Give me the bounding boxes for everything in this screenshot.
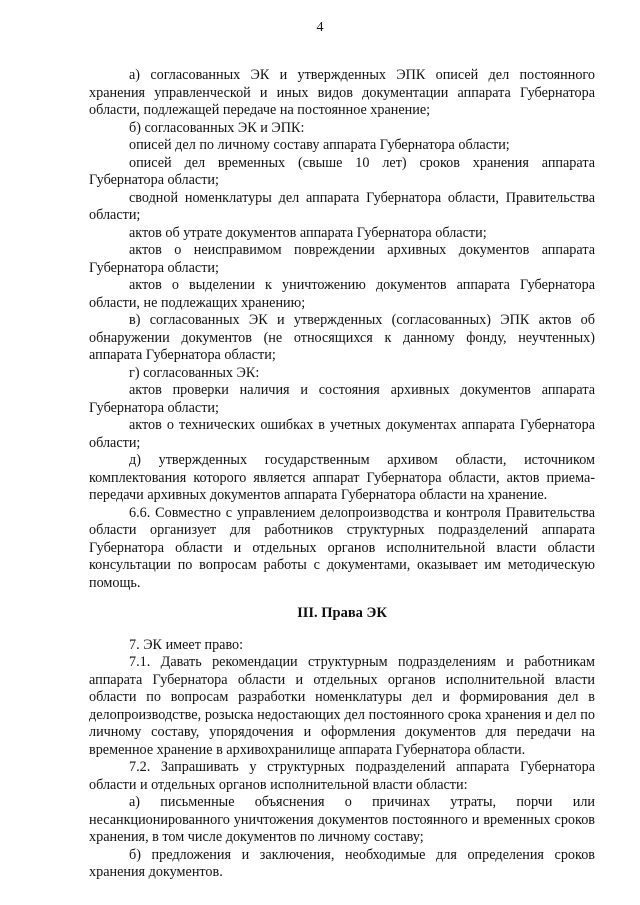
paragraph: актов об утрате документов аппарата Губернатора области;: [129, 224, 487, 241]
paragraph: актов о выделении к уничтожению документов аппарата Губернатора области, не подлежащих хранению;: [89, 277, 595, 311]
document-body: [89, 67, 595, 882]
page-number: 4: [316, 20, 324, 35]
paragraph: описей дел временных (свыше 10 лет) сроков хранения аппарата Губернатора области;: [89, 154, 595, 188]
paragraph: 7. ЭК имеет право:: [129, 636, 244, 653]
paragraph: б) согласованных ЭК и ЭПК:: [129, 119, 305, 136]
section-heading: III. Права ЭК: [297, 605, 387, 621]
paragraph: д) утвержденных государственным архивом области, источником комплектования которого является аппарат Губернатора области, актов приема-передачи архивных документов аппарата Губернатора области на хранение.: [89, 452, 595, 503]
paragraph: актов проверки наличия и состояния архивных документов аппарата Губернатора области;: [89, 382, 595, 416]
paragraph: 7.1. Давать рекомендации структурным подразделениям и работникам аппарата Губернатора области и отдельных органов исполнительной власти области по вопросам разработки номенклатуры дел и формирования дел в делопроизводстве, розыска недостающих дел постоянного срока хранения и дел по личному составу, упорядочения и оформления документов для передачи на временное хранение в архивохранилище аппарата Губернатора области.: [89, 654, 595, 758]
paragraph: а) согласованных ЭК и утвержденных ЭПК описей дел постоянного хранения управленческой и иных видов документации аппарата Губернатора области, подлежащей передаче на постоянное хранение;: [89, 67, 595, 118]
paragraph: актов о технических ошибках в учетных документах аппарата Губернатора области;: [89, 417, 595, 451]
paragraph: г) согласованных ЭК:: [129, 364, 260, 381]
paragraph: актов о неисправимом повреждении архивных документов аппарата Губернатора области;: [89, 242, 595, 276]
paragraph: а) письменные объяснения о причинах утраты, порчи или несанкционированного уничтожения документов постоянного и временных сроков хранения, в том числе документов по личному составу;: [89, 794, 595, 845]
paragraph: описей дел по личному составу аппарата Губернатора области;: [129, 137, 510, 153]
paragraph: 6.6. Совместно с управлением делопроизводства и контроля Правительства области организует для работников структурных подразделений аппарата Губернатора области и отдельных органов исполнительной власти области консультации по вопросам работы с документами, оказывает им методическую помощь.: [89, 504, 595, 591]
paragraph: в) согласованных ЭК и утвержденных (согласованных) ЭПК актов об обнаружении документов (не относящихся к данному фонду, неучтенных) аппарата Губернатора области;: [89, 312, 595, 363]
paragraph: б) предложения и заключения, необходимые для определения сроков хранения документов.: [89, 846, 595, 880]
paragraph: сводной номенклатуры дел аппарата Губернатора области, Правительства области;: [89, 189, 595, 223]
paragraph: 7.2. Запрашивать у структурных подразделений аппарата Губернатора области и отдельных органов исполнительной власти области:: [89, 759, 595, 793]
